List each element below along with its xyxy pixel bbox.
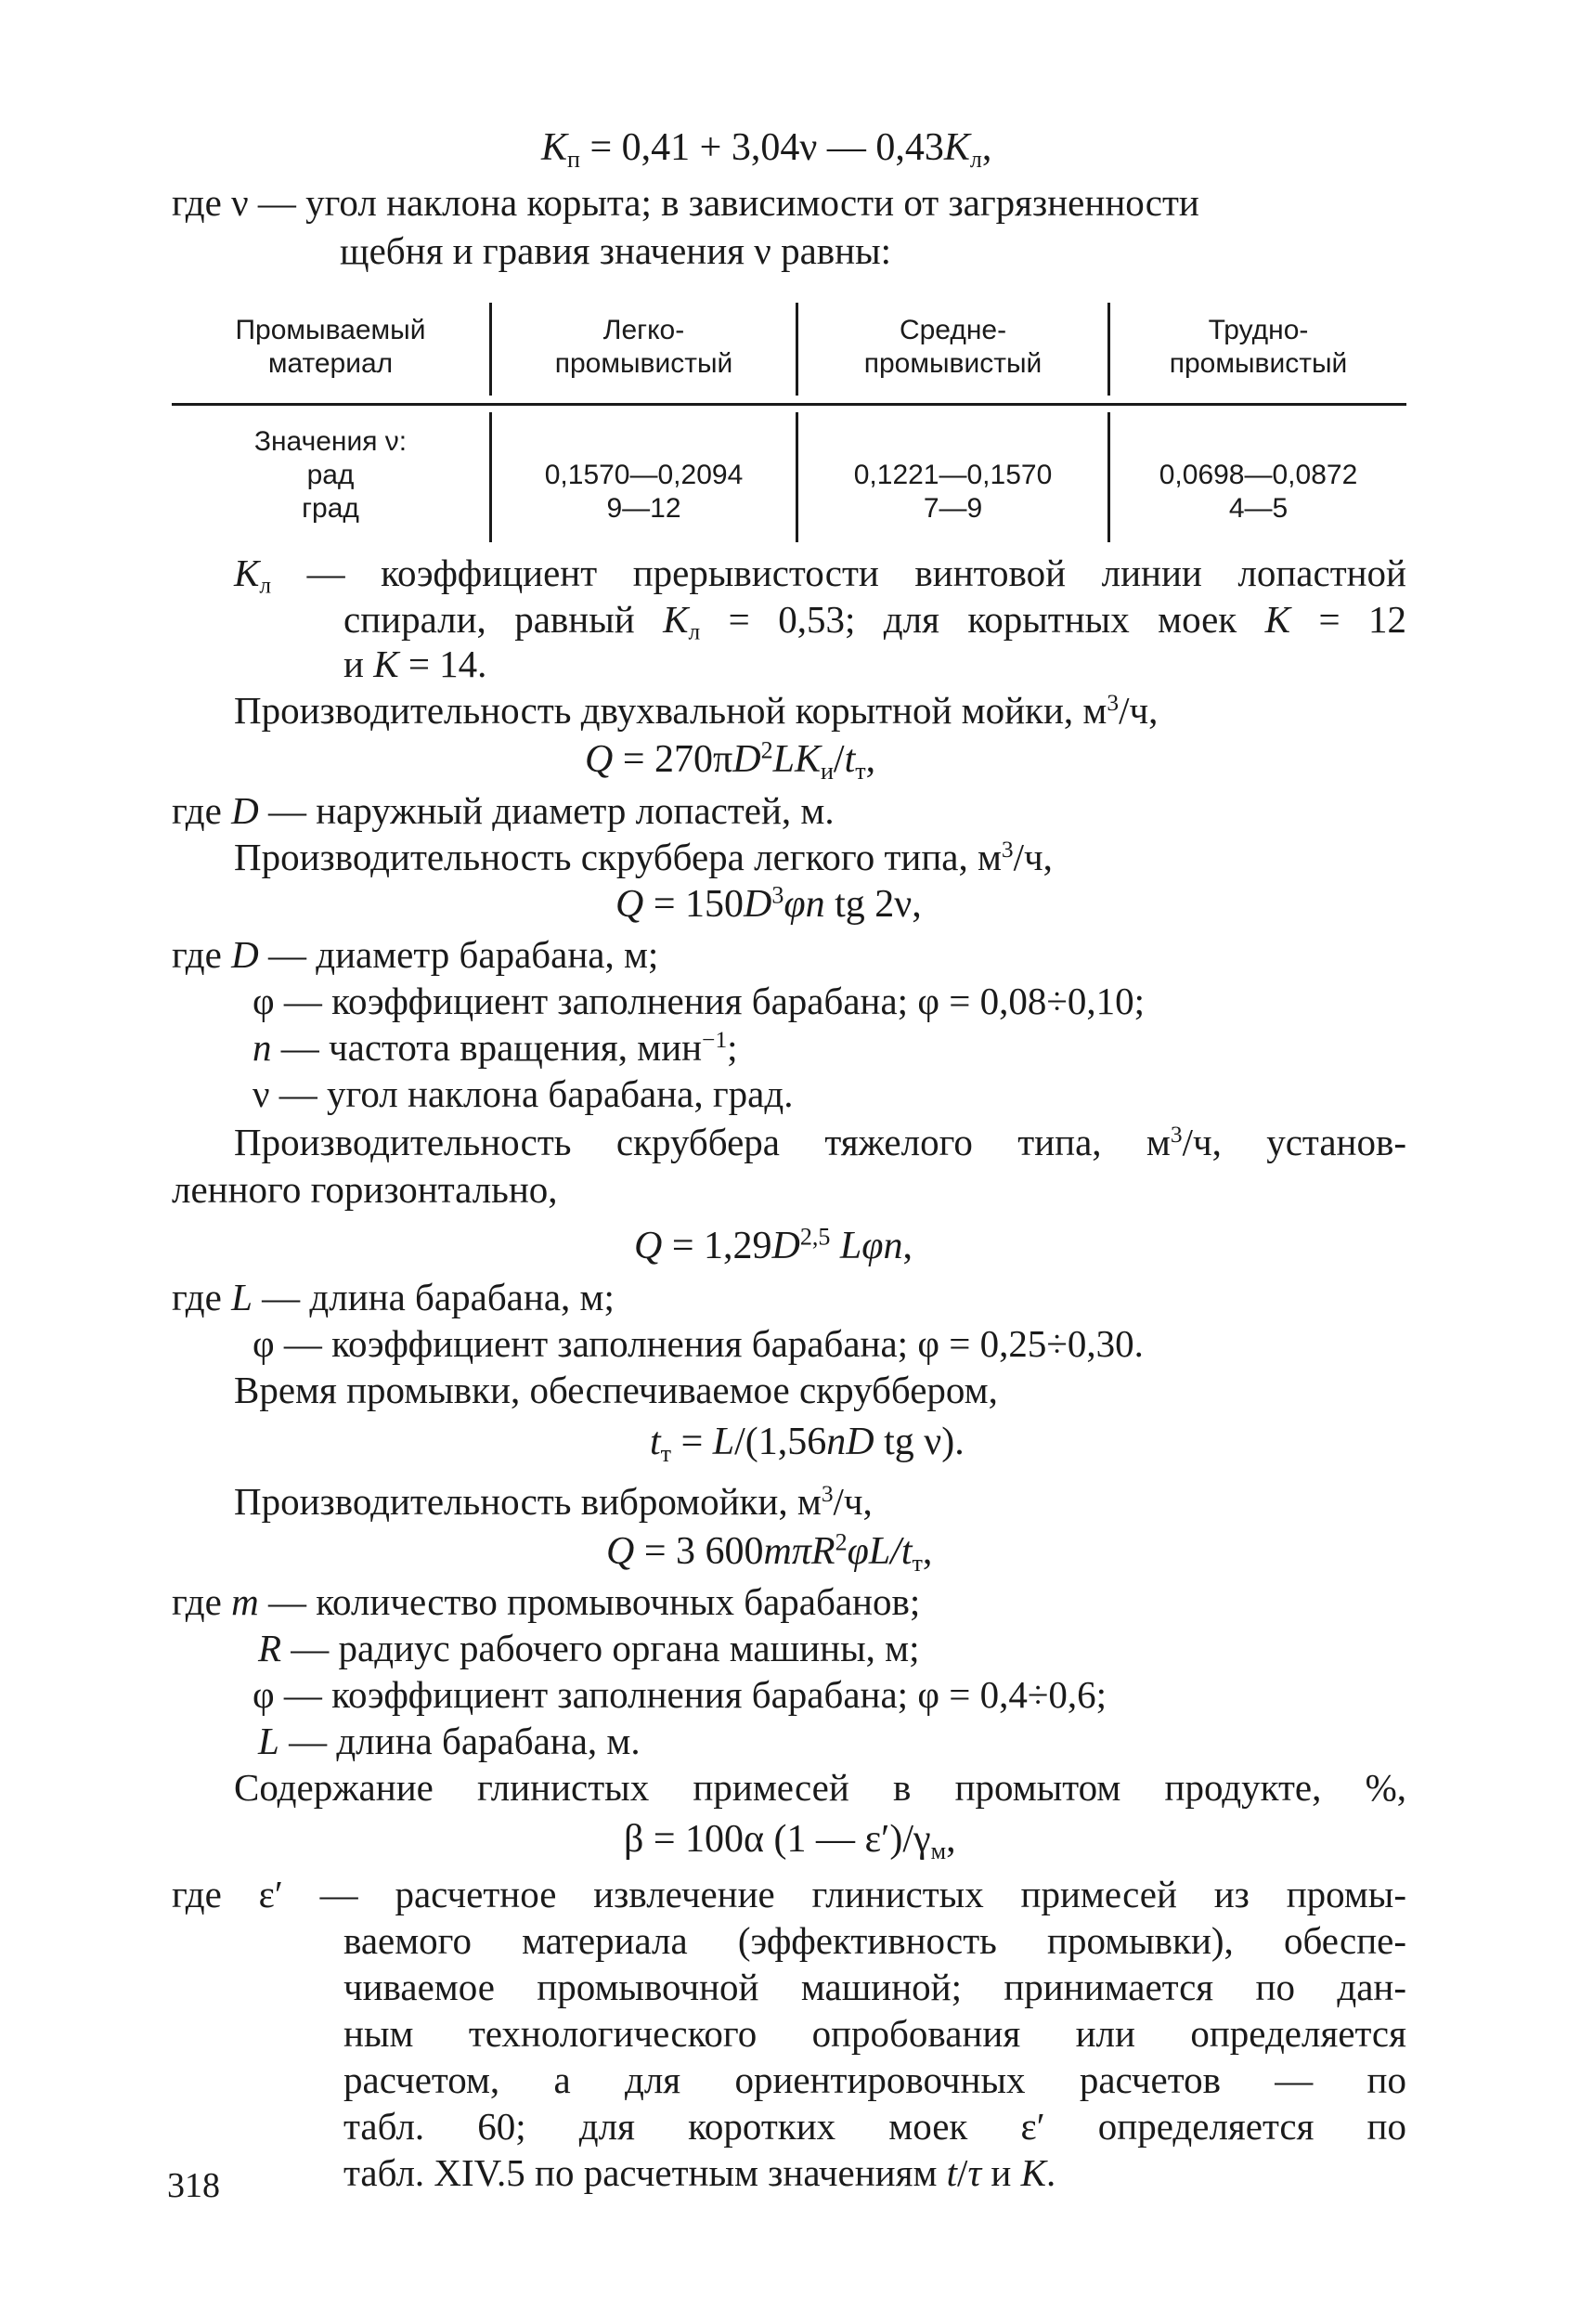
table-header: Легко- промывистый (554, 315, 733, 379)
text-line: табл. 60; для коротких моек ε′ определяется по (343, 2105, 1406, 2148)
formula-q3: $Q = 1,29D^{2,5}$ Lφn, (634, 1223, 913, 1267)
table-cell: 0,1570—0,2094 9—12 (544, 460, 744, 524)
formula-beta: β = 100α (1 — $\varepsilon')/\gamma_м$, (624, 1818, 956, 1864)
table-header: Трудно- промывистый (1169, 315, 1348, 379)
text-line: щебня и гравия значения ν равны: (340, 229, 892, 272)
text-line: Содержание глинистых примесей в промытом продукте, %, (234, 1766, 1406, 1809)
text-line: Производительность скруббера тяжелого типа, $м^3/ч$, установ- (234, 1121, 1407, 1163)
text-line: R — радиус рабочего органа машины, м; (258, 1627, 920, 1669)
text-line: табл. XIV.5 по расчетным значениям t/τ и K. (343, 2151, 1056, 2194)
formula-tt: $t_т = L/(1,56nD$ tg ν). (650, 1421, 965, 1467)
text-line: где D — наружный диаметр лопастей, м. (172, 789, 835, 832)
text-line: Производительность двухвальной корытной мойки, $м^3/ч$, (234, 689, 1159, 732)
text-line: φ — коэффициент заполнения барабана; φ = 0,25÷0,30. (253, 1322, 1144, 1365)
formula-kp: $K_п = 0,41 + 3,04\nu$ — $0,43K_л$, (541, 126, 992, 173)
text-line: L — длина барабана, м. (258, 1720, 641, 1762)
text-line: n — частота вращения, мин$^{-1}$; (253, 1026, 738, 1069)
text-line: чиваемое промывочной машиной; принимается по дан- (343, 1966, 1406, 2008)
page-number: 318 (167, 2166, 220, 2205)
text-line: расчетом, а для ориентировочных расчетов — по (343, 2058, 1406, 2101)
formula-q2: $Q = 150D^3\varphi n$ tg 2ν, (615, 881, 922, 926)
table-rule (172, 403, 1406, 406)
text-line: $K_л$ — коэффициент прерывистости винтовой линии лопастной (234, 552, 1406, 599)
text-line: где m — количество промывочных барабанов; (172, 1580, 921, 1623)
text-line: φ — коэффициент заполнения барабана; φ = 0,08÷0,10; (253, 980, 1145, 1022)
text-line: Время промывки, обеспечиваемое скруббером, (234, 1369, 998, 1411)
text-line: где ε′ — расчетное извлечение глинистых примесей из промы- (172, 1873, 1406, 1915)
text-line: где D — диаметр барабана, м; (172, 933, 659, 976)
text-line: где ν — угол наклона корыта; в зависимости от загрязненности (172, 181, 1199, 224)
text-line: где L — длина барабана, м; (172, 1276, 615, 1318)
text-line: φ — коэффициент заполнения барабана; φ = 0,4÷0,6; (253, 1673, 1107, 1716)
text-line: Производительность вибромойки, $м^3/ч$, (234, 1480, 873, 1523)
table-cell: 0,1221—0,1570 7—9 (853, 460, 1053, 524)
text-line: Производительность скруббера легкого типа, $м^3/ч$, (234, 836, 1053, 878)
text-line: ваемого материала (эффективность промывки), обеспе- (343, 1919, 1406, 1962)
table-header: Средне- промывистый (863, 315, 1043, 379)
text-line: спирали, равный $K_л = 0,53$; для корытных моек K = 12 (343, 598, 1407, 645)
table-row-label: Значения ν: рад град (253, 426, 408, 524)
text-line: и K = 14. (343, 643, 487, 685)
text-line: ленного горизонтально, (172, 1168, 558, 1211)
v-values-table (172, 295, 1406, 546)
formula-q1: $Q = 270\pi D^2LK_и/t_т$, (585, 736, 876, 785)
text-line: ным технологического опробования или определяется (343, 2012, 1406, 2055)
formula-q4: Q = 3 $600m\pi R^2\varphi L/t_т$, (606, 1528, 933, 1577)
text-line: ν — угол наклона барабана, град. (253, 1072, 794, 1115)
table-header: Промываемый материал (235, 315, 426, 379)
table-cell: 0,0698—0,0872 4—5 (1159, 460, 1358, 524)
